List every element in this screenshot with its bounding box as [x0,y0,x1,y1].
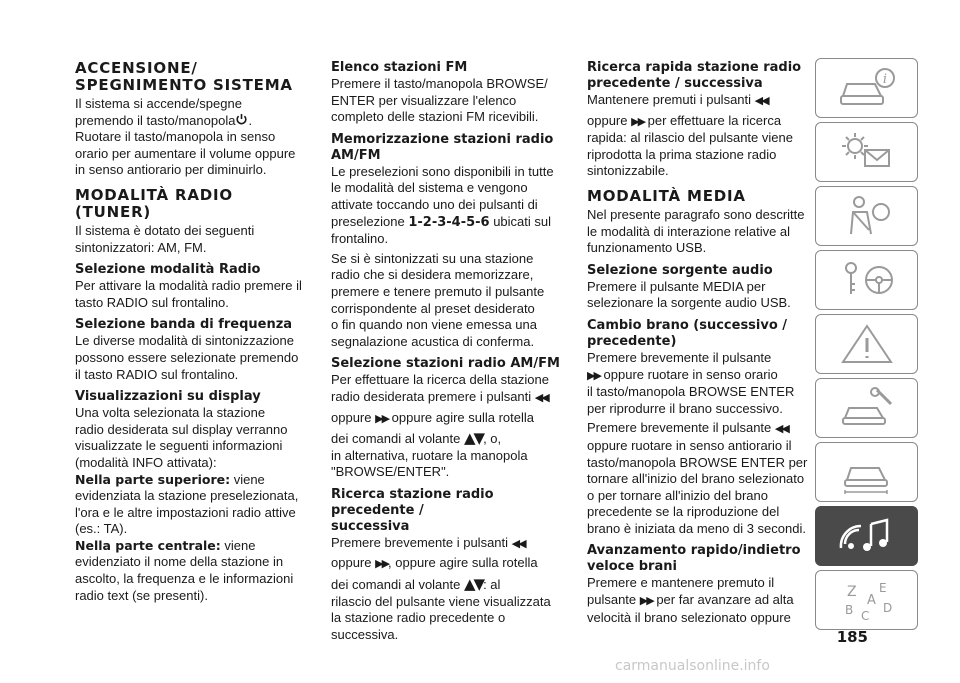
column-1 [75,60,305,604]
text-ricerca-d: dei comandi al volante ▲▼: al rilascio del pulsante viene visualizzata la stazione radio precedente o successiva. [331,575,551,642]
car-dimensions-icon [837,450,897,494]
svg-text:i: i [882,72,887,87]
text-selezione-a: Per effettuare la ricerca della stazione radio desiderata premere i pulsanti ◀◀ [331,372,549,404]
heading-cambio: Cambio brano (successivo / precedente) [587,317,788,349]
steering-arrows-icon: ▲▼ [463,575,484,594]
prev-icon: ◀◀ [511,536,525,550]
text-visualizzazioni: Una volta selezionata la stazione radio desiderata sul display verranno visualizzate le seguenti informazioni (modalità INFO attivata): [75,405,288,470]
svg-text:B: B [844,603,853,617]
text-selezione-b: oppure ▶▶ oppure agire sulla rotella [331,409,535,425]
tab-vehicle-info[interactable] [815,58,918,118]
power-icon [235,113,248,128]
text-selezione-modalita: Per attivare la modalità radio premere il tasto RADIO sul frontalino. [75,278,302,310]
text-ricerca-a: Premere brevemente i pulsanti ◀◀ [331,534,525,550]
heading-memorizzazione: Memorizzazione stazioni radio AM/FM [331,131,554,163]
text-memorizzazione-c: Se si è sintonizzati su una stazione radio che si desidera memorizzare, premere e tenere premuto il pulsante corrispondente al preset desiderato o fin quando non viene emessa una segnalazione acustica di conferma. [331,250,545,349]
text-avanzamento: Premere e mantenere premuto il pulsante ▶▶ per far avanzare ad alta velocità il brano selezionato oppure [587,575,794,625]
text-accensione: Il sistema si accende/spegne premendo il tasto/manopola . Ruotare il tasto/manopola in senso orario per aumentare il volume oppure in senso antiorario per diminuirlo. [75,96,296,178]
heading-selezione-stazioni: Selezione stazioni radio AM/FM [331,356,560,372]
text-rapida-a: Mantenere premuti i pulsanti ◀◀ [587,92,768,107]
tab-index[interactable] [815,570,918,630]
heading-avanzamento: Avanzamento rapido/indietro veloce brani [587,543,801,575]
text-selezione-d: dei comandi al volante ▲▼, o, in alternativa, ruotare la manopola "BROWSE/ENTER". [331,429,528,480]
text-modalita-radio: Il sistema è dotato dei seguenti sintonizzatori: AM, FM. [75,222,255,255]
lights-message-icon [837,130,897,174]
preset-buttons-label: 1-2-3-4-5-6 [408,214,490,230]
car-info-icon [837,66,897,110]
column-2 [331,60,561,643]
heading-sorgente: Selezione sorgente audio [587,262,773,278]
text-memorizzazione-a: Le preselezioni sono disponibili in tutte le modalità del sistema e vengono attivate toccando uno dei pulsanti di preselezione 1-2-3-4-5-6 ubicati sul frontalino. [331,163,554,247]
column-3 [587,60,817,626]
text-parte-superiore: Nella parte superiore: viene evidenziata la stazione preselezionata, l'ora e le altre impostazioni radio attive (es.: TA). [75,471,299,537]
next-icon: ▶▶ [631,114,645,128]
tab-multimedia[interactable] [815,506,918,566]
text-cambio-a: Premere brevemente il pulsante ▶▶ oppure ruotare in senso orario il tasto/manopola BROWSE ENTER per riprodurre il brano successivo. [587,349,795,416]
prev-icon: ◀◀ [754,94,768,107]
heading-accensione: ACCENSIONE/ SPEGNIMENTO SISTEMA [75,59,293,94]
seatbelt-airbag-icon [837,194,897,238]
alphabet-index-icon [837,578,897,622]
tab-starting-driving[interactable] [815,250,918,310]
svg-text:A: A [866,593,876,608]
text-rapida-b: oppure ▶▶ per effettuare la ricerca rapida: al rilascio del pulsante viene riprodotta la prima stazione radio sintonizzabile. [587,112,793,179]
next-icon: ▶▶ [587,368,600,382]
text-elenco: Premere il tasto/manopola BROWSE/ ENTER per visualizzare l'elenco completo delle stazioni FM ricevibili. [331,76,548,125]
text-ricerca-b: oppure ▶▶, oppure agire sulla rotella [331,555,538,571]
svg-text:D: D [882,601,892,615]
heading-rapida: Ricerca rapida stazione radio precedente / successiva [587,60,802,91]
heading-ricerca: Ricerca stazione radio precedente / successiva [331,486,494,534]
text-media: Nel presente paragrafo sono descritte le modalità di interazione relative al funzionamento USB. [587,206,805,256]
steering-arrows-icon: ▲▼ [463,429,484,448]
tab-maintenance[interactable] [815,378,918,438]
wrench-car-icon [837,386,897,430]
text-selezione-banda: Le diverse modalità di sintonizzazione possono essere selezionate premendo il tasto RADIO sul frontalino. [75,333,299,382]
warning-triangle-icon [837,322,897,366]
tab-emergency[interactable] [815,314,918,374]
svg-text:C: C [860,609,869,622]
heading-media: MODALITÀ MEDIA [587,186,746,205]
radio-music-icon [837,514,897,558]
page-number: 185 [836,628,868,646]
text-sorgente: Premere il pulsante MEDIA per selezionare la sorgente audio USB. [587,278,791,311]
tab-safety[interactable] [815,186,918,246]
prev-icon: ◀◀ [534,390,548,404]
prev-icon: ◀◀ [774,422,788,436]
tab-warning-lights[interactable] [815,122,918,182]
next-icon: ▶▶ [639,594,653,608]
heading-visualizzazioni: Visualizzazioni su display [75,389,261,405]
text-parte-centrale: Nella parte centrale: viene evidenziato il nome della stazione in ascolto, la frequenza e le informazioni radio text (se presenti). [75,537,294,603]
text-cambio-c: Premere brevemente il pulsante ◀◀ oppure ruotare in senso antiorario il tasto/manopola BROWSE ENTER per tornare all'inizio del brano selezionato o per tornare all'inizio del brano precedente se la riproduzione del brano è iniziata da meno di 3 secondi. [587,420,808,536]
tab-technical-data[interactable] [815,442,918,502]
svg-text:E: E [878,581,887,595]
heading-elenco: Elenco stazioni FM [331,60,468,75]
heading-selezione-banda: Selezione banda di frequenza [75,317,293,333]
next-icon: ▶▶ [375,557,389,571]
heading-modalita-radio: MODALITÀ RADIO (TUNER) [75,185,233,221]
footer-watermark: carmanualsonline.info [615,658,770,674]
svg-text:Z: Z [846,584,857,600]
heading-selezione-modalita: Selezione modalità Radio [75,262,261,278]
key-steering-icon [837,258,897,302]
next-icon: ▶▶ [375,411,389,425]
